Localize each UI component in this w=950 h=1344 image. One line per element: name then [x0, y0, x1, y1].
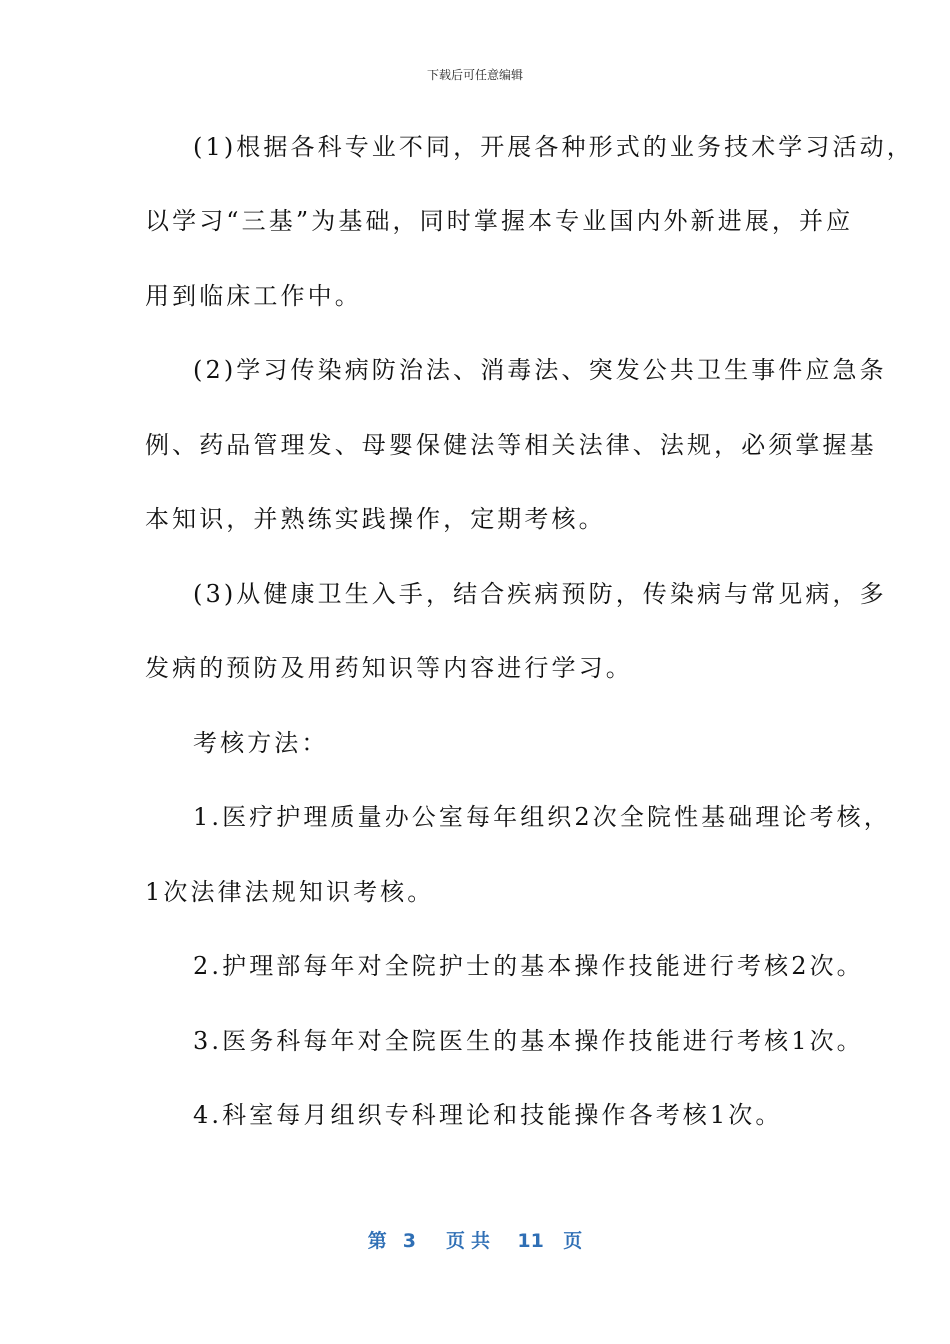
- method-heading: 考核方法：: [193, 729, 329, 757]
- footer-page-suffix: 页: [563, 1230, 583, 1252]
- page-footer: [0, 1226, 950, 1253]
- method-3: 3.医务科每年对全院医生的基本操作技能进行考核1次。: [193, 1027, 864, 1055]
- paragraph-2-line-2: 例、药品管理发、母婴保健法等相关法律、法规，必须掌握基: [145, 431, 877, 459]
- method-1-line-1: 1.医疗护理质量办公室每年组织2次全院性基础理论考核，: [193, 803, 891, 831]
- footer-total-pages: 11: [517, 1230, 544, 1252]
- paragraph-1-line-2: 以学习“三基”为基础，同时掌握本专业国内外新进展，并应: [145, 207, 854, 235]
- paragraph-1-line-3: 用到临床工作中。: [145, 282, 362, 310]
- paragraph-2-line-1: (2)学习传染病防治法、消毒法、突发公共卫生事件应急条: [193, 356, 887, 384]
- paragraph-2-line-3: 本知识，并熟练实践操作，定期考核。: [145, 505, 606, 533]
- page-header: 下载后可任意编辑: [426, 68, 523, 82]
- paragraph-3-line-1: (3)从健康卫生入手，结合疾病预防，传染病与常见病，多: [193, 580, 887, 608]
- paragraph-3-line-2: 发病的预防及用药知识等内容进行学习。: [145, 654, 633, 682]
- footer-page-label: 第: [367, 1230, 387, 1252]
- footer-current-page: 3: [402, 1230, 416, 1252]
- method-1-line-2: 1次法律法规知识考核。: [145, 878, 435, 906]
- method-4: 4.科室每月组织专科理论和技能操作各考核1次。: [193, 1101, 783, 1129]
- footer-of-label: 页共: [445, 1230, 496, 1252]
- method-2: 2.护理部每年对全院护士的基本操作技能进行考核2次。: [193, 952, 864, 980]
- paragraph-1-line-1: (1)根据各科专业不同，开展各种形式的业务技术学习活动，: [193, 133, 914, 161]
